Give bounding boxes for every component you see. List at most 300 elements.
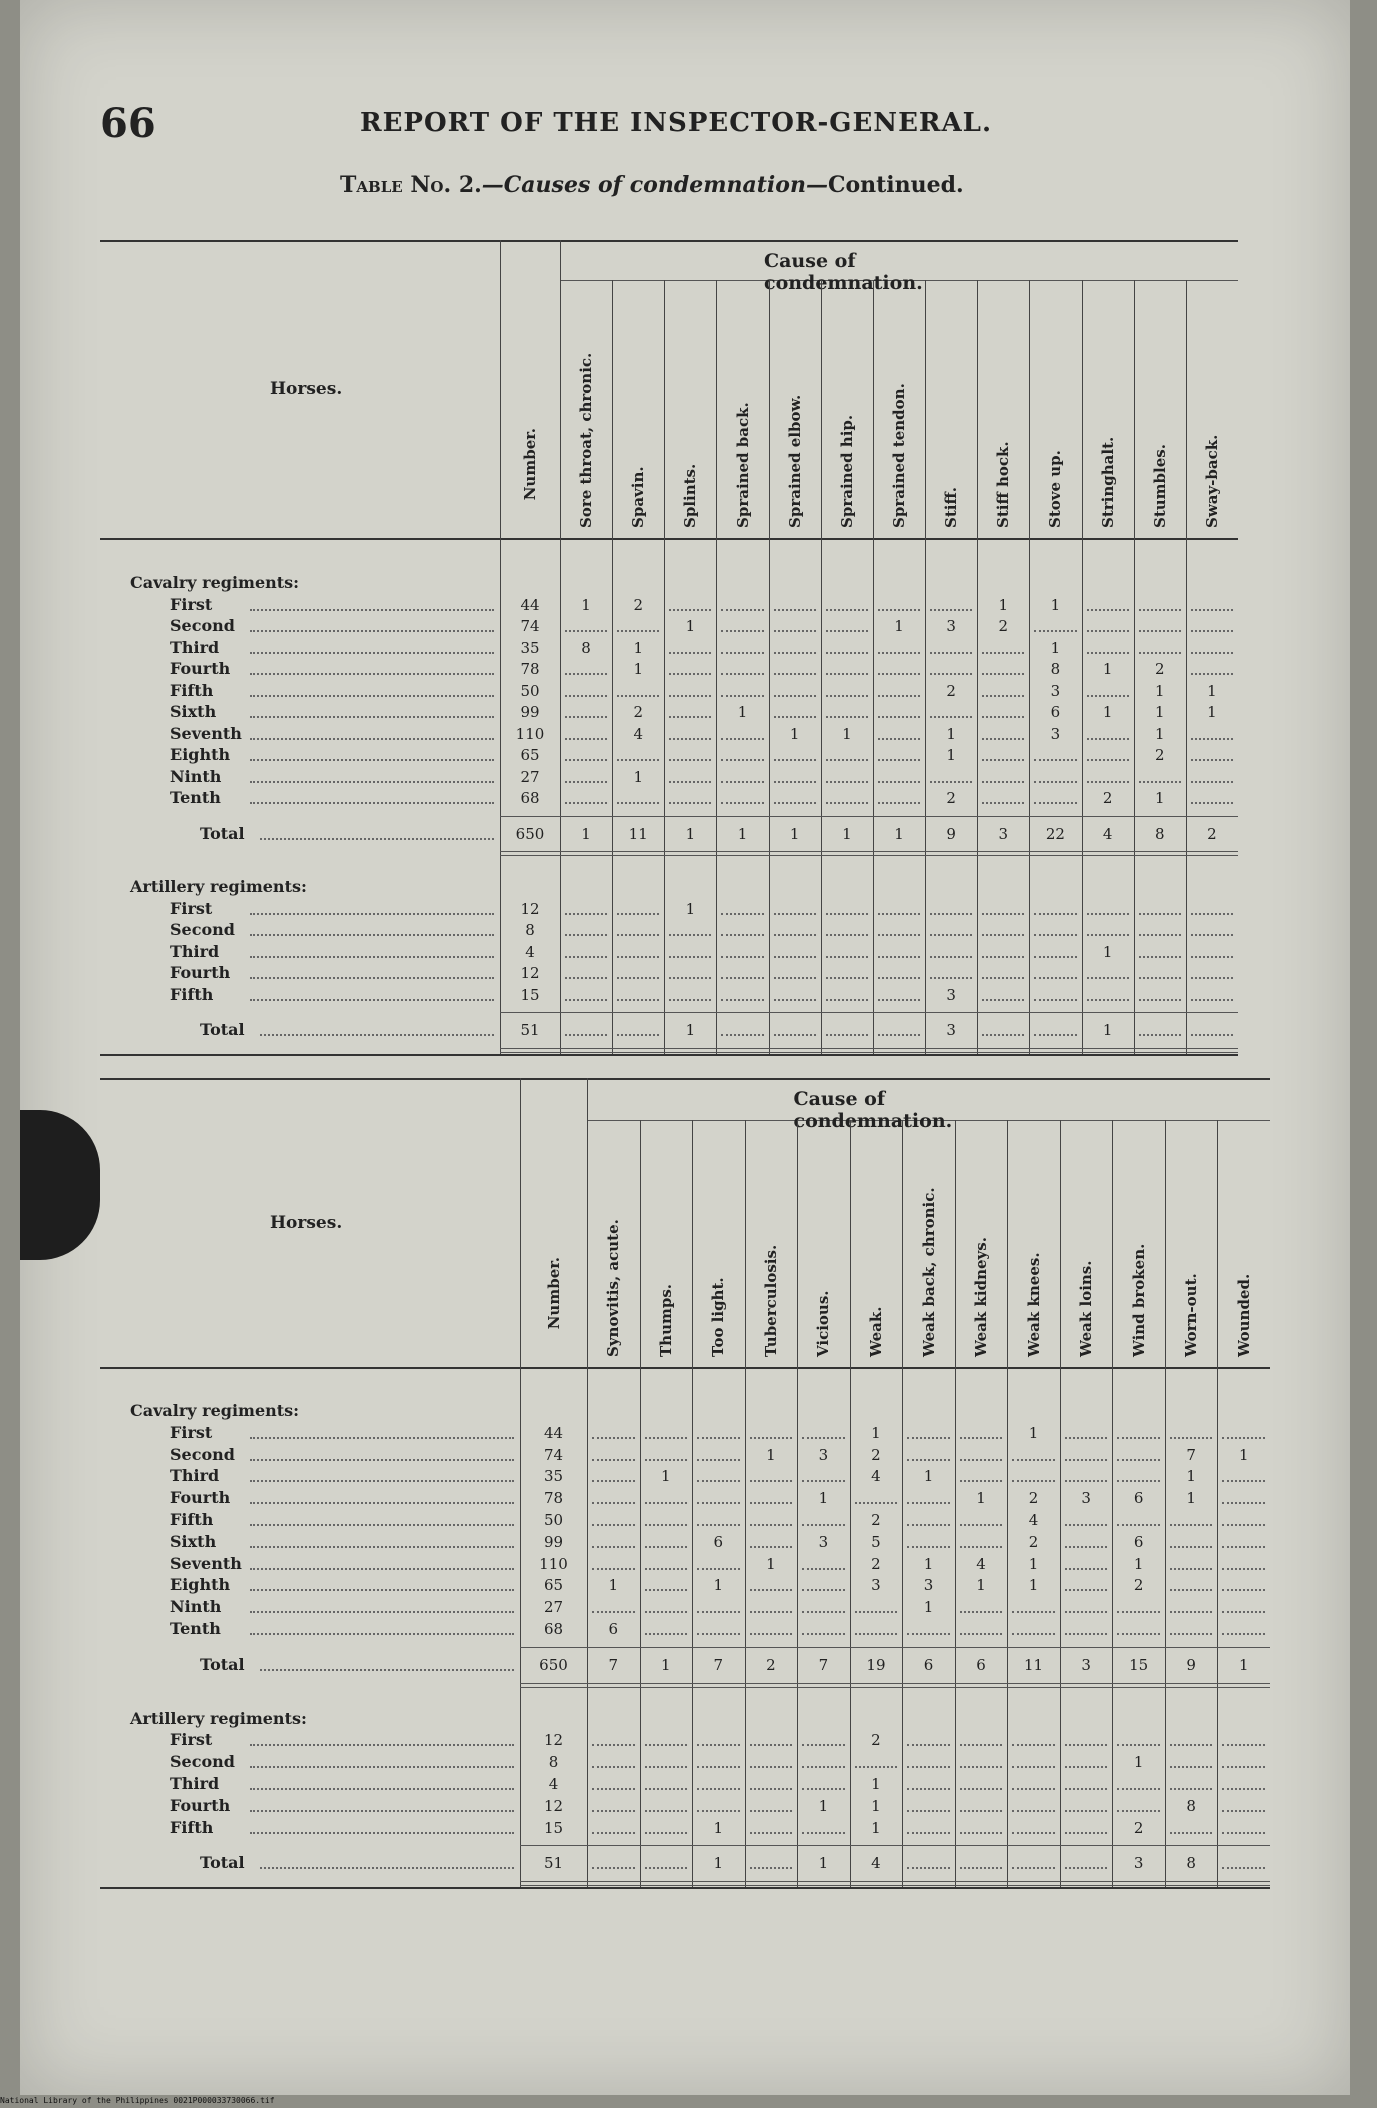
empty-cell-dots <box>669 652 711 654</box>
value-cell: 3 <box>923 1576 934 1595</box>
empty-cell-dots <box>826 630 868 632</box>
empty-cell-dots <box>930 652 972 654</box>
empty-cell-dots <box>645 1589 688 1591</box>
total-value-cell: 1 <box>894 824 904 843</box>
empty-cell-dots <box>1065 1480 1108 1482</box>
page-number: 66 <box>100 100 156 147</box>
empty-cell-dots <box>907 1459 950 1461</box>
empty-cell-dots <box>645 1568 688 1570</box>
value-cell: 1 <box>1154 703 1165 721</box>
value-cell: 5 <box>871 1532 881 1551</box>
total-rule <box>500 1048 1238 1049</box>
empty-cell-dots <box>565 759 607 761</box>
empty-cell-dots <box>1222 1633 1265 1635</box>
empty-cell-dots <box>1087 934 1129 936</box>
empty-cell-dots <box>960 1437 1003 1439</box>
empty-cell-dots <box>721 913 763 915</box>
total-value-cell: 11 <box>1024 1655 1044 1674</box>
empty-cell-dots <box>802 1744 845 1746</box>
value-cell: 1 <box>818 1796 829 1815</box>
value-cell: 1 <box>789 724 800 743</box>
empty-cell-dots <box>907 1766 950 1768</box>
total-value-cell: 6 <box>923 1655 934 1674</box>
total-rule <box>520 1845 1270 1846</box>
value-cell: 7 <box>1186 1445 1196 1464</box>
value-cell: 1 <box>608 1576 619 1595</box>
total-value-cell: 9 <box>1186 1655 1196 1674</box>
row-label: Third <box>170 1774 220 1793</box>
value-cell: 2 <box>998 617 1009 635</box>
leader-dots <box>250 913 494 915</box>
empty-cell-dots <box>878 652 920 654</box>
empty-cell-dots <box>565 977 607 979</box>
value-cell: 4 <box>871 1467 881 1486</box>
value-cell: 1 <box>1028 1554 1039 1573</box>
empty-cell-dots <box>878 781 920 783</box>
empty-cell-dots <box>907 1744 950 1746</box>
empty-cell-dots <box>982 652 1024 654</box>
empty-cell-dots <box>1087 630 1129 632</box>
value-cell: 1 <box>685 617 696 635</box>
total-value-cell: 1 <box>818 1854 829 1873</box>
empty-cell-dots <box>750 1810 793 1812</box>
empty-cell-dots <box>1012 1867 1055 1869</box>
empty-cell-dots <box>774 630 816 632</box>
value-cell: 1 <box>633 767 643 786</box>
value-cell: 1 <box>894 617 904 635</box>
row-label: Seventh <box>170 1553 242 1573</box>
number-cell: 8 <box>525 921 535 939</box>
empty-cell-dots <box>750 1633 793 1635</box>
number-cell: 35 <box>543 1467 564 1486</box>
page-edge-shadow <box>20 1110 100 1260</box>
value-cell: 2 <box>1028 1489 1039 1508</box>
value-cell: 1 <box>1028 1576 1039 1595</box>
number-cell: 12 <box>543 1731 564 1750</box>
number-cell: 12 <box>520 899 540 918</box>
empty-cell-dots <box>982 802 1024 804</box>
empty-cell-dots <box>617 913 659 915</box>
leader-dots <box>250 609 494 611</box>
cause-of-condemnation-header: Cause of condemnation. <box>764 250 923 294</box>
empty-cell-dots <box>930 913 972 915</box>
number-cell: 78 <box>543 1489 564 1508</box>
empty-cell-dots <box>1117 1633 1160 1635</box>
leader-dots <box>250 1744 514 1746</box>
column-header-weak-kidneys: Weak kidneys. <box>972 1237 991 1357</box>
row-label: Fourth <box>170 1795 231 1815</box>
empty-cell-dots <box>1087 759 1129 761</box>
empty-cell-dots <box>930 956 972 958</box>
table-bottom-rule <box>100 1054 1238 1056</box>
empty-cell-dots <box>565 913 607 915</box>
empty-cell-dots <box>960 1832 1003 1834</box>
header-bottom-rule <box>100 1367 1270 1369</box>
total-rule <box>500 816 1238 817</box>
leader-dots <box>250 1766 514 1768</box>
empty-cell-dots <box>645 1766 688 1768</box>
number-cell: 110 <box>515 724 545 743</box>
empty-cell-dots <box>669 716 711 718</box>
empty-cell-dots <box>1222 1589 1265 1591</box>
leader-dots <box>250 652 494 654</box>
empty-cell-dots <box>826 802 868 804</box>
leader-dots <box>250 1633 514 1635</box>
empty-cell-dots <box>1087 695 1129 697</box>
row-label: Fourth <box>170 1488 231 1508</box>
leader-dots <box>250 977 494 979</box>
empty-cell-dots <box>645 1633 688 1635</box>
running-head: REPORT OF THE INSPECTOR-GENERAL. <box>360 108 992 138</box>
column-divider <box>1217 1120 1218 1887</box>
empty-cell-dots <box>1191 781 1233 783</box>
column-header-wounded: Wounded. <box>1234 1273 1253 1357</box>
value-cell: 3 <box>946 985 956 1004</box>
empty-cell-dots <box>1139 934 1181 936</box>
empty-cell-dots <box>565 999 607 1001</box>
row-label: First <box>170 594 213 614</box>
value-cell: 2 <box>946 681 956 700</box>
total-row-label: Total <box>200 1020 245 1039</box>
empty-cell-dots <box>617 999 659 1001</box>
row-label: Second <box>170 616 235 635</box>
value-cell: 1 <box>976 1576 986 1595</box>
leader-dots <box>260 1867 514 1869</box>
value-cell: 6 <box>713 1532 724 1551</box>
value-cell: 1 <box>976 1489 986 1508</box>
total-rule-double <box>500 855 1238 856</box>
empty-cell-dots <box>774 695 816 697</box>
column-header-stumbles: Stumbles. <box>1150 444 1169 528</box>
leader-dots <box>250 1502 514 1504</box>
empty-cell-dots <box>1034 999 1076 1001</box>
empty-cell-dots <box>1117 1524 1160 1526</box>
column-header-wind-broken: Wind broken. <box>1129 1243 1148 1357</box>
empty-cell-dots <box>565 956 607 958</box>
total-number-cell: 650 <box>539 1655 568 1674</box>
total-row-label: Total <box>200 823 245 843</box>
total-value-cell: 7 <box>818 1655 829 1674</box>
empty-cell-dots <box>1065 1611 1108 1613</box>
empty-cell-dots <box>1222 1810 1265 1812</box>
leader-dots <box>250 1480 514 1482</box>
row-label: Fourth <box>170 963 231 982</box>
total-value-cell: 2 <box>1207 824 1217 843</box>
empty-cell-dots <box>960 1459 1003 1461</box>
value-cell: 1 <box>998 595 1009 614</box>
empty-cell-dots <box>697 1766 740 1768</box>
empty-cell-dots <box>878 609 920 611</box>
row-label: Eighth <box>170 745 231 764</box>
number-cell: 4 <box>548 1775 559 1793</box>
empty-cell-dots <box>750 1832 793 1834</box>
number-cell: 110 <box>539 1554 568 1573</box>
total-rule-double <box>520 1885 1270 1886</box>
empty-cell-dots <box>1087 609 1129 611</box>
section-heading: Artillery regiments: <box>130 1708 307 1728</box>
empty-cell-dots <box>1065 1832 1108 1834</box>
leader-dots <box>250 759 494 761</box>
leader-dots <box>250 1810 514 1812</box>
empty-cell-dots <box>592 1502 635 1504</box>
empty-cell-dots <box>960 1810 1003 1812</box>
empty-cell-dots <box>617 956 659 958</box>
value-cell: 4 <box>633 724 643 743</box>
empty-cell-dots <box>930 673 972 675</box>
empty-cell-dots <box>1065 1568 1108 1570</box>
empty-cell-dots <box>1191 977 1233 979</box>
leader-dots <box>250 1832 514 1834</box>
column-header-weak-loins: Weak loins. <box>1077 1260 1096 1357</box>
empty-cell-dots <box>878 738 920 740</box>
total-value-cell: 1 <box>661 1655 671 1674</box>
number-cell: 50 <box>543 1511 564 1529</box>
value-cell: 3 <box>818 1532 829 1551</box>
empty-cell-dots <box>750 1788 793 1790</box>
empty-cell-dots <box>617 802 659 804</box>
column-header-worn-out: Worn-out. <box>1182 1273 1201 1357</box>
column-divider <box>902 1120 903 1887</box>
value-cell: 1 <box>1186 1489 1196 1508</box>
total-value-cell: 7 <box>713 1655 724 1674</box>
empty-cell-dots <box>617 934 659 936</box>
empty-cell-dots <box>592 1524 635 1526</box>
column-header-tuberculosis: Tuberculosis. <box>761 1244 780 1357</box>
leader-dots <box>250 716 494 718</box>
empty-cell-dots <box>669 802 711 804</box>
empty-cell-dots <box>982 1034 1024 1036</box>
leader-dots <box>250 802 494 804</box>
empty-cell-dots <box>802 1437 845 1439</box>
total-value-cell: 1 <box>685 1021 696 1039</box>
row-label: Second <box>170 1444 235 1464</box>
value-cell: 6 <box>1133 1532 1144 1551</box>
value-cell: 1 <box>1133 1554 1144 1573</box>
total-rule <box>520 1647 1270 1648</box>
empty-cell-dots <box>1191 802 1233 804</box>
total-value-cell: 2 <box>766 1655 776 1674</box>
empty-cell-dots <box>802 1633 845 1635</box>
empty-cell-dots <box>1191 934 1233 936</box>
number-cell: 74 <box>520 617 540 635</box>
empty-cell-dots <box>878 716 920 718</box>
value-cell: 2 <box>871 1445 881 1464</box>
section-heading: Artillery regiments: <box>130 877 307 896</box>
empty-cell-dots <box>982 781 1024 783</box>
value-cell: 1 <box>737 703 748 721</box>
value-cell: 2 <box>871 1511 881 1529</box>
row-label: Second <box>170 1752 235 1772</box>
total-value-cell: 4 <box>1102 824 1113 843</box>
empty-cell-dots <box>907 1832 950 1834</box>
value-cell: 2 <box>871 1731 881 1750</box>
empty-cell-dots <box>878 999 920 1001</box>
empty-cell-dots <box>1012 1832 1055 1834</box>
empty-cell-dots <box>774 1034 816 1036</box>
empty-cell-dots <box>697 1568 740 1570</box>
empty-cell-dots <box>1170 1611 1213 1613</box>
empty-cell-dots <box>1139 652 1181 654</box>
number-cell: 99 <box>520 703 540 721</box>
empty-cell-dots <box>721 1034 763 1036</box>
column-header-sore-throat-chronic: Sore throat, chronic. <box>577 352 596 528</box>
empty-cell-dots <box>802 1611 845 1613</box>
empty-cell-dots <box>669 695 711 697</box>
total-value-cell: 4 <box>871 1854 881 1873</box>
stub-header-horses: Horses. <box>270 379 343 399</box>
empty-cell-dots <box>1117 1810 1160 1812</box>
empty-cell-dots <box>721 673 763 675</box>
empty-cell-dots <box>802 1524 845 1526</box>
total-value-cell: 1 <box>842 824 852 843</box>
empty-cell-dots <box>960 1788 1003 1790</box>
empty-cell-dots <box>721 652 763 654</box>
empty-cell-dots <box>1012 1766 1055 1768</box>
empty-cell-dots <box>750 1480 793 1482</box>
value-cell: 1 <box>1102 660 1113 678</box>
total-rule <box>520 1881 1270 1882</box>
empty-cell-dots <box>878 802 920 804</box>
value-cell: 3 <box>1081 1489 1091 1508</box>
empty-cell-dots <box>1012 1744 1055 1746</box>
empty-cell-dots <box>982 759 1024 761</box>
empty-cell-dots <box>1139 630 1181 632</box>
empty-cell-dots <box>1065 1810 1108 1812</box>
empty-cell-dots <box>1087 977 1129 979</box>
value-cell: 3 <box>818 1445 829 1464</box>
empty-cell-dots <box>1222 1832 1265 1834</box>
number-cell: 8 <box>548 1753 559 1772</box>
value-cell: 2 <box>1133 1818 1144 1837</box>
empty-cell-dots <box>1034 1034 1076 1036</box>
empty-cell-dots <box>645 1788 688 1790</box>
value-cell: 2 <box>946 789 956 807</box>
number-cell: 15 <box>520 985 540 1004</box>
empty-cell-dots <box>1191 956 1233 958</box>
column-header-vicious: Vicious. <box>814 1290 833 1357</box>
empty-cell-dots <box>1012 1788 1055 1790</box>
empty-cell-dots <box>592 1480 635 1482</box>
column-header-number: Number. <box>521 428 539 501</box>
empty-cell-dots <box>1170 1589 1213 1591</box>
empty-cell-dots <box>930 609 972 611</box>
empty-cell-dots <box>907 1810 950 1812</box>
value-cell: 3 <box>1050 681 1061 700</box>
empty-cell-dots <box>592 1766 635 1768</box>
value-cell: 3 <box>871 1576 881 1595</box>
empty-cell-dots <box>774 781 816 783</box>
value-cell: 1 <box>1102 942 1113 961</box>
empty-cell-dots <box>697 1459 740 1461</box>
row-label: Ninth <box>170 766 222 786</box>
empty-cell-dots <box>960 1524 1003 1526</box>
total-value-cell: 1 <box>713 1854 724 1873</box>
value-cell: 2 <box>871 1554 881 1573</box>
empty-cell-dots <box>982 695 1024 697</box>
total-value-cell: 3 <box>946 1021 956 1039</box>
empty-cell-dots <box>669 609 711 611</box>
empty-cell-dots <box>721 738 763 740</box>
empty-cell-dots <box>826 781 868 783</box>
total-number-cell: 51 <box>543 1854 564 1873</box>
empty-cell-dots <box>855 1766 898 1768</box>
value-cell: 3 <box>946 617 956 635</box>
empty-cell-dots <box>592 1459 635 1461</box>
empty-cell-dots <box>982 934 1024 936</box>
total-value-cell: 9 <box>946 824 956 843</box>
empty-cell-dots <box>721 630 763 632</box>
empty-cell-dots <box>645 1611 688 1613</box>
empty-cell-dots <box>1087 738 1129 740</box>
value-cell: 1 <box>871 1775 881 1793</box>
value-cell: 4 <box>1028 1511 1039 1529</box>
column-header-sprained-elbow: Sprained elbow. <box>785 394 804 528</box>
empty-cell-dots <box>774 913 816 915</box>
empty-cell-dots <box>960 1744 1003 1746</box>
empty-cell-dots <box>1012 1633 1055 1635</box>
empty-cell-dots <box>1191 759 1233 761</box>
empty-cell-dots <box>750 1867 793 1869</box>
column-divider <box>716 280 717 1054</box>
leader-dots <box>250 738 494 740</box>
section-heading: Cavalry regiments: <box>130 573 300 592</box>
empty-cell-dots <box>750 1546 793 1548</box>
empty-cell-dots <box>592 1611 635 1613</box>
empty-cell-dots <box>1222 1546 1265 1548</box>
value-cell: 2 <box>1154 660 1165 678</box>
empty-cell-dots <box>645 1502 688 1504</box>
empty-cell-dots <box>697 1744 740 1746</box>
empty-cell-dots <box>1034 977 1076 979</box>
total-value-cell: 1 <box>581 824 591 843</box>
total-value-cell: 3 <box>998 824 1009 843</box>
empty-cell-dots <box>1117 1611 1160 1613</box>
empty-cell-dots <box>1222 1867 1265 1869</box>
empty-cell-dots <box>1065 1867 1108 1869</box>
empty-cell-dots <box>774 999 816 1001</box>
empty-cell-dots <box>907 1867 950 1869</box>
number-cell: 35 <box>520 638 540 657</box>
empty-cell-dots <box>1065 1788 1108 1790</box>
empty-cell-dots <box>592 1810 635 1812</box>
leader-dots <box>250 1524 514 1526</box>
empty-cell-dots <box>1117 1788 1160 1790</box>
column-header-too-light: Too light. <box>709 1277 728 1357</box>
empty-cell-dots <box>774 609 816 611</box>
empty-cell-dots <box>669 673 711 675</box>
value-cell: 1 <box>1050 595 1061 614</box>
value-cell: 1 <box>871 1818 881 1837</box>
value-cell: 1 <box>1050 638 1061 657</box>
value-cell: 4 <box>976 1554 986 1573</box>
empty-cell-dots <box>1087 999 1129 1001</box>
table-number: Table No. 2. <box>340 172 482 198</box>
empty-cell-dots <box>721 956 763 958</box>
total-number-cell: 51 <box>520 1021 540 1039</box>
empty-cell-dots <box>697 1810 740 1812</box>
leader-dots <box>250 1546 514 1548</box>
empty-cell-dots <box>617 695 659 697</box>
value-cell: 1 <box>871 1796 881 1815</box>
value-cell: 1 <box>713 1818 724 1837</box>
number-cell: 12 <box>543 1796 564 1815</box>
empty-cell-dots <box>960 1867 1003 1869</box>
empty-cell-dots <box>907 1788 950 1790</box>
empty-cell-dots <box>802 1480 845 1482</box>
value-cell: 6 <box>608 1620 619 1638</box>
empty-cell-dots <box>669 781 711 783</box>
empty-cell-dots <box>855 1633 898 1635</box>
